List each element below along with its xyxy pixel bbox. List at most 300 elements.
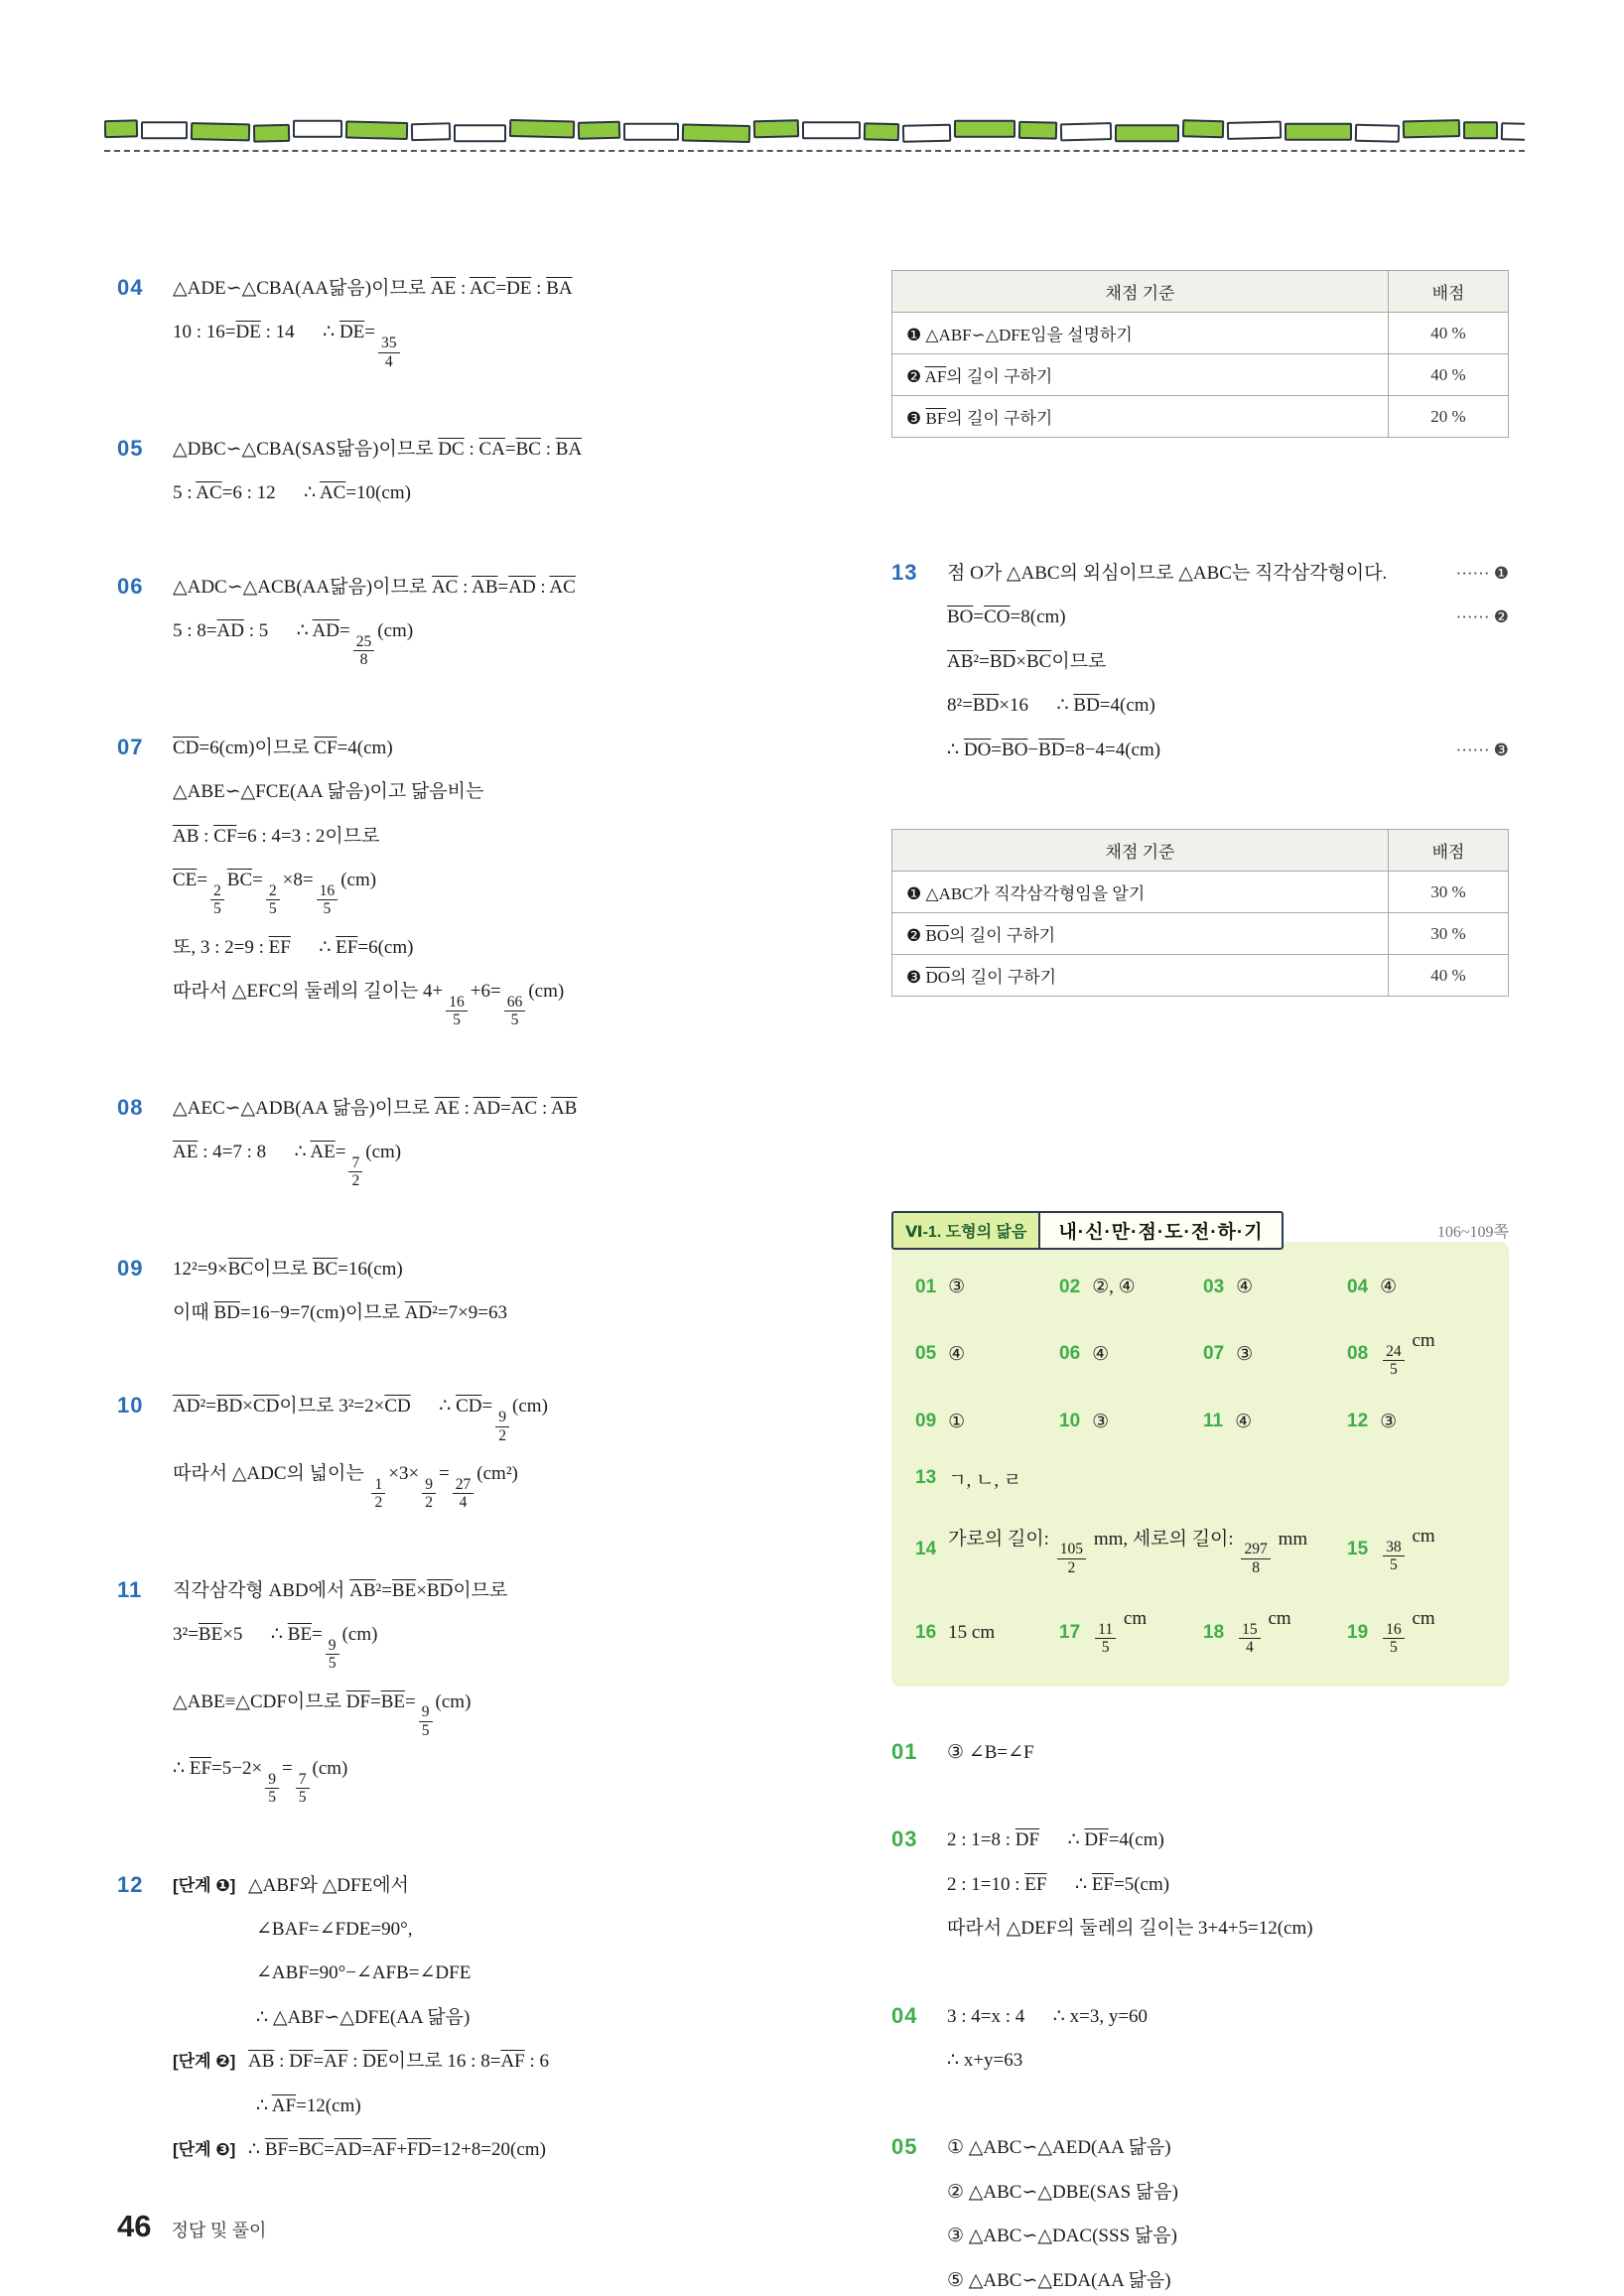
solution-text: ∠BAF=∠FDE=90°, bbox=[256, 1919, 413, 1940]
solution-line bbox=[947, 559, 1509, 588]
score-cell: 40 % bbox=[1389, 313, 1509, 354]
problem-number: 04 bbox=[117, 275, 144, 300]
answer-item-09 bbox=[915, 1411, 1053, 1433]
banner-blocks bbox=[104, 117, 1525, 145]
segment-overline: $\overline{AD}$ bbox=[473, 1097, 501, 1119]
segment-overline: $\overline{BE}$ bbox=[380, 1690, 406, 1712]
solution-text: △ABF와 △DFE에서 bbox=[248, 1874, 409, 1896]
segment-overline: $\overline{AB}$ bbox=[248, 2051, 275, 2073]
answer-item-07 bbox=[1203, 1330, 1341, 1379]
solution-text: 5 : $8=\overline{AD}$ : 5 ∴ $\overline{AD}=$ $\frac{25}{8}$ (cm) bbox=[173, 620, 414, 669]
solution-text: ② △ABC∽△DBE(SAS 닮음) bbox=[947, 2181, 1178, 2203]
fraction: $\frac{2}{5}$ bbox=[210, 882, 224, 918]
segment-overline: $\overline{AB}$ bbox=[550, 1097, 578, 1119]
segment-overline: $\overline{AB}$ bbox=[173, 825, 200, 847]
segment-overline: $\overline{AF}$ bbox=[324, 2051, 348, 2073]
solution-line bbox=[173, 1298, 784, 1327]
segment-overline: $\overline{CE}$ bbox=[173, 870, 198, 891]
banner-block bbox=[345, 120, 408, 140]
fraction: $\frac{16}{5}$ bbox=[446, 994, 468, 1029]
segment-overline: $\overline{DE}$ bbox=[235, 322, 261, 343]
solution-line bbox=[947, 2046, 1509, 2075]
segment-overline: $\overline{BE}$ bbox=[287, 1623, 313, 1645]
problem-06 bbox=[117, 573, 784, 684]
segment-overline: $\overline{AB}$ bbox=[349, 1579, 376, 1601]
solution-line bbox=[173, 2003, 784, 2032]
problem-number: 09 bbox=[117, 1255, 144, 1281]
banner-block bbox=[682, 123, 750, 143]
segment-overline: $\overline{CF}$ bbox=[213, 825, 237, 847]
answer-value: ③ bbox=[1092, 1411, 1110, 1432]
banner-block bbox=[864, 122, 899, 141]
solution-line bbox=[173, 274, 784, 303]
problem-13 bbox=[891, 559, 1509, 779]
score-cell: 20 % bbox=[1389, 396, 1509, 438]
problem-05 bbox=[891, 2133, 1509, 2296]
answer-value: $\frac{15}{4}$ cm bbox=[1236, 1608, 1291, 1657]
answer-number: 08 bbox=[1347, 1343, 1369, 1365]
criteria-header: 채점 기준 bbox=[892, 271, 1389, 313]
fraction: $\frac{11}{5}$ bbox=[1095, 1621, 1116, 1657]
segment-overline: $\overline{AD}$ bbox=[404, 1302, 433, 1324]
solution-text: ③ △ABC∽△DAC(SSS 닮음) bbox=[947, 2226, 1177, 2247]
problem-solution bbox=[173, 435, 784, 523]
solution-line bbox=[947, 691, 1509, 720]
solution-text: ∴ x+y=63 bbox=[947, 2049, 1023, 2071]
problem-07 bbox=[117, 734, 784, 1044]
solution-line bbox=[173, 478, 784, 507]
answer-item-17 bbox=[1059, 1608, 1197, 1657]
grading-row bbox=[892, 872, 1509, 913]
segment-overline: $\overline{BO}$ bbox=[947, 607, 974, 628]
banner-block bbox=[623, 123, 679, 141]
banner-block bbox=[1060, 122, 1112, 141]
banner-block bbox=[802, 121, 861, 139]
segment-overline: $\overline{AC}$ bbox=[431, 576, 459, 598]
solution-line bbox=[947, 736, 1509, 764]
banner-block bbox=[1115, 124, 1179, 142]
solution-line bbox=[947, 1825, 1509, 1854]
segment-overline: $\overline{AD}$ bbox=[334, 2139, 362, 2161]
problem-01 bbox=[891, 1738, 1509, 1782]
segment-overline: $\overline{AF}$ bbox=[924, 367, 947, 386]
answer-number: 11 bbox=[1203, 1411, 1224, 1432]
solution-text: ∠ABF=90°−∠AFB=∠DFE bbox=[256, 1962, 472, 1984]
solution-text: 이때 $\overline{BD}=16-9=7(cm)$이므로 $\overline{AD}^2=7\times 9=63$ bbox=[173, 1302, 507, 1324]
segment-overline: $\overline{AF}$ bbox=[500, 2051, 525, 2073]
answer-number: 02 bbox=[1059, 1276, 1081, 1297]
fraction: $\frac{66}{5}$ bbox=[504, 994, 526, 1029]
segment-overline: $\overline{AC}$ bbox=[549, 576, 576, 598]
solution-text: $\overline{AB}$ : $\overline{CF}=6$ : 4=3 : 2이므로 bbox=[173, 825, 380, 847]
green-problem-list bbox=[891, 1738, 1509, 2296]
problem-solution bbox=[947, 559, 1509, 779]
criteria-cell: ❷ $\overline{BO}$의 길이 구하기 bbox=[892, 913, 1389, 955]
solution-line bbox=[947, 1914, 1509, 1943]
banner-block bbox=[578, 121, 620, 140]
problem-solution bbox=[173, 1255, 784, 1343]
segment-overline: $\overline{DF}$ bbox=[1084, 1829, 1109, 1851]
solution-text: ∴ △ABF∽△DFE(AA 닮음) bbox=[256, 2006, 471, 2028]
solution-text: $\overline{BO}=\overline{CO}=8(cm)$ bbox=[947, 607, 1066, 628]
step-marker: ······ ❶ bbox=[1455, 564, 1509, 583]
segment-overline: $\overline{BF}$ bbox=[925, 409, 947, 428]
grading-row bbox=[892, 913, 1509, 955]
answer-item-12 bbox=[1347, 1411, 1485, 1433]
answer-value: ②, ④ bbox=[1092, 1277, 1136, 1298]
answer-key-header bbox=[891, 1211, 1509, 1250]
segment-overline: $\overline{DO}$ bbox=[963, 739, 992, 760]
solution-text: 또, 3 : 2=9 : $\overline{EF}$ ∴ $\overline{EF}=6(cm)$ bbox=[173, 936, 414, 958]
segment-overline: $\overline{EF}$ bbox=[1024, 1873, 1047, 1895]
answer-number: 05 bbox=[915, 1343, 937, 1365]
segment-overline: $\overline{AB}$ bbox=[947, 650, 974, 672]
fraction: $\frac{9}{5}$ bbox=[265, 1771, 279, 1807]
solution-text: 직각삼각형 ABD에서 $\overline{AB}^2=\overline{BE}\times\overline{BD}$이므로 bbox=[173, 1579, 508, 1601]
segment-overline: $\overline{AF}$ bbox=[372, 2139, 397, 2161]
fraction: $\frac{38}{5}$ bbox=[1383, 1539, 1405, 1574]
answer-number: 17 bbox=[1059, 1621, 1081, 1643]
solution-line bbox=[173, 1688, 784, 1740]
solution-text: 따라서 △EFC의 둘레의 길이는 4+ $\frac{16}{5}$ +6= $\frac{66}{5}$ (cm) bbox=[173, 981, 565, 1029]
solution-text: $\overline{AE}$ : 4=7 : 8 ∴ $\overline{AE}=$ $\frac{7}{2}$ (cm) bbox=[173, 1142, 402, 1190]
answer-key-panel bbox=[891, 1242, 1509, 1687]
solution-line bbox=[947, 2178, 1509, 2207]
fraction: $\frac{15}{4}$ bbox=[1239, 1621, 1261, 1657]
segment-overline: $\overline{BE}$ bbox=[391, 1579, 417, 1601]
fraction: $\frac{105}{2}$ bbox=[1057, 1541, 1086, 1576]
banner-block bbox=[1355, 124, 1400, 143]
solution-line bbox=[173, 977, 784, 1029]
segment-overline: $\overline{CF}$ bbox=[314, 737, 338, 758]
segment-overline: $\overline{BD}$ bbox=[215, 1396, 243, 1418]
fraction: $\frac{9}{5}$ bbox=[419, 1703, 433, 1739]
fraction: $\frac{16}{5}$ bbox=[1383, 1621, 1405, 1657]
banner-block bbox=[293, 120, 342, 138]
page-reference: 106~109쪽 bbox=[1436, 1224, 1509, 1242]
banner-block bbox=[1018, 121, 1057, 140]
banner-block bbox=[1501, 122, 1525, 141]
problem-12 bbox=[117, 1871, 784, 2180]
solution-line bbox=[173, 866, 784, 918]
fraction: $\frac{7}{5}$ bbox=[296, 1771, 310, 1807]
segment-overline: $\overline{AD}$ bbox=[312, 620, 339, 642]
answer-item-15 bbox=[1347, 1524, 1485, 1577]
solution-line bbox=[947, 603, 1509, 631]
problem-solution bbox=[947, 1825, 1509, 1958]
answer-value: ④ bbox=[1092, 1343, 1110, 1365]
answer-value: $\frac{38}{5}$ cm bbox=[1380, 1526, 1435, 1574]
answer-number: 12 bbox=[1347, 1411, 1369, 1432]
solution-text: ∴ $\overline{AF}=12(cm)$ bbox=[256, 2094, 361, 2116]
problem-number: 03 bbox=[891, 1826, 918, 1852]
problem-number: 05 bbox=[117, 435, 144, 461]
problem-08 bbox=[117, 1094, 784, 1205]
problem-11 bbox=[117, 1576, 784, 1822]
solution-line bbox=[173, 933, 784, 962]
answer-key-header-frame bbox=[891, 1211, 1284, 1250]
solution-line bbox=[947, 647, 1509, 676]
solution-line bbox=[173, 1459, 784, 1512]
banner-dashed-line bbox=[104, 150, 1525, 152]
answer-number: 19 bbox=[1347, 1621, 1369, 1643]
solution-text: 3 : 4=x : 4 ∴ x=3, y=60 bbox=[947, 2005, 1149, 2027]
solution-text: $8^2=\overline{BD}\times 16$ ∴ $\overline{BD}=4(cm)$ bbox=[947, 695, 1155, 717]
banner-block bbox=[454, 124, 506, 142]
segment-overline: $\overline{BD}$ bbox=[1038, 739, 1065, 760]
problem-solution bbox=[173, 734, 784, 1044]
answer-number: 06 bbox=[1059, 1343, 1081, 1365]
segment-overline: $\overline{BC}$ bbox=[226, 870, 253, 891]
segment-overline: $\overline{BA}$ bbox=[555, 438, 583, 460]
solution-line bbox=[173, 2135, 784, 2164]
fraction: $\frac{35}{4}$ bbox=[378, 335, 400, 370]
segment-overline: $\overline{FD}$ bbox=[407, 2139, 432, 2161]
answer-number: 15 bbox=[1347, 1539, 1369, 1560]
answer-item-01 bbox=[915, 1276, 1053, 1298]
answer-item-03 bbox=[1203, 1276, 1341, 1298]
segment-overline: $\overline{BA}$ bbox=[546, 278, 573, 299]
right-column bbox=[891, 270, 1509, 2296]
segment-overline: $\overline{DO}$ bbox=[925, 968, 951, 988]
segment-overline: $\overline{DE}$ bbox=[506, 278, 532, 299]
solution-text: $\overline{AB}^2=\overline{BD}\times\overline{BC}$이므로 bbox=[947, 650, 1107, 672]
problem-04 bbox=[117, 274, 784, 385]
solution-text: 따라서 △DEF의 둘레의 길이는 3+4+5=12(cm) bbox=[947, 1918, 1313, 1940]
segment-overline: $\overline{CD}$ bbox=[384, 1396, 411, 1418]
segment-overline: $\overline{DE}$ bbox=[338, 322, 365, 343]
solution-line bbox=[173, 1094, 784, 1123]
answer-number: 13 bbox=[915, 1467, 937, 1489]
answer-value: $\frac{16}{5}$ cm bbox=[1380, 1608, 1435, 1657]
solution-text: 따라서 △ADC의 넓이는 $\frac{1}{2}$ ×3× $\frac{9}{2}$ = $\frac{27}{4}$ (cm²) bbox=[173, 1463, 518, 1512]
problem-solution bbox=[173, 1094, 784, 1205]
solution-text: △AEC∽△ADB(AA 닮음)이므로 $\overline{AE}$ : $\overline{AD}=\overline{AC}$ : $\overline{AB}$ bbox=[173, 1097, 578, 1119]
score-header: 배점 bbox=[1389, 271, 1509, 313]
solution-text: △ADC∽△ACB(AA닮음)이므로 $\overline{AC}$ : $\overline{AB}=\overline{AD}$ : $\overline{AC}$ bbox=[173, 576, 576, 598]
segment-overline: $\overline{EF}$ bbox=[189, 1758, 212, 1780]
fraction: $\frac{2}{5}$ bbox=[266, 882, 280, 918]
segment-overline: $\overline{BD}$ bbox=[972, 695, 1000, 717]
answer-value: $\frac{24}{5}$ cm bbox=[1380, 1330, 1435, 1379]
segment-overline: $\overline{AC}$ bbox=[469, 278, 496, 299]
fraction: $\frac{7}{2}$ bbox=[348, 1154, 362, 1190]
segment-overline: $\overline{AE}$ bbox=[434, 1097, 460, 1119]
banner-block bbox=[954, 120, 1015, 138]
problem-solution bbox=[947, 2002, 1509, 2091]
left-problem-list bbox=[117, 274, 784, 2180]
criteria-cell: ❶ △ABF∽△DFE임을 설명하기 bbox=[892, 313, 1389, 354]
answer-grid bbox=[915, 1276, 1485, 1657]
solution-text: $12^2=9\times\overline{BC}$이므로 $\overline{BC}=16(cm)$ bbox=[173, 1258, 403, 1280]
grading-row bbox=[892, 313, 1509, 354]
banner-block bbox=[253, 124, 290, 143]
score-header: 배점 bbox=[1389, 830, 1509, 872]
problem-solution bbox=[173, 1871, 784, 2180]
fraction: $\frac{27}{4}$ bbox=[453, 1476, 474, 1512]
answer-value: ④ bbox=[948, 1343, 966, 1365]
problem-number: 10 bbox=[117, 1393, 144, 1418]
criteria-header: 채점 기준 bbox=[892, 830, 1389, 872]
answer-value: ③ bbox=[1236, 1343, 1254, 1365]
banner-block bbox=[1463, 121, 1498, 139]
segment-overline: $\overline{AD}$ bbox=[508, 576, 536, 598]
problem-solution bbox=[947, 2133, 1509, 2296]
solution-text: 2 : 1=10 : $\overline{EF}$ ∴ $\overline{EF}=5(cm)$ bbox=[947, 1873, 1170, 1895]
segment-overline: $\overline{BF}$ bbox=[264, 2139, 289, 2161]
step-tag: [단계 ❶] bbox=[173, 1875, 241, 1895]
segment-overline: $\overline{BO}$ bbox=[925, 926, 950, 946]
solution-text: ③ ∠B=∠F bbox=[947, 1741, 1034, 1763]
segment-overline: $\overline{CD}$ bbox=[253, 1396, 280, 1418]
answer-item-14 bbox=[915, 1524, 1341, 1577]
segment-overline: $\overline{BD}$ bbox=[989, 650, 1016, 672]
segment-overline: $\overline{BE}$ bbox=[198, 1623, 223, 1645]
solution-text: △ADE∽△CBA(AA닮음)이므로 $\overline{AE}$ : $\overline{AC}=\overline{DE}$ : $\overline{BA}$ bbox=[173, 278, 573, 299]
problem-number: 06 bbox=[117, 573, 144, 599]
criteria-cell: ❷ $\overline{AF}$의 길이 구하기 bbox=[892, 354, 1389, 396]
solution-line bbox=[173, 435, 784, 464]
segment-overline: $\overline{BO}$ bbox=[1002, 739, 1028, 760]
problem-number: 07 bbox=[117, 734, 144, 759]
answer-item-10 bbox=[1059, 1411, 1197, 1433]
answer-item-06 bbox=[1059, 1330, 1197, 1379]
banner-block bbox=[141, 121, 188, 139]
fraction: $\frac{297}{8}$ bbox=[1241, 1541, 1270, 1576]
problem-solution bbox=[173, 573, 784, 684]
banner-block bbox=[509, 119, 575, 139]
solution-line bbox=[173, 616, 784, 669]
problem-number: 12 bbox=[117, 1871, 144, 1897]
problem-solution bbox=[173, 1576, 784, 1822]
answer-item-11 bbox=[1203, 1411, 1341, 1433]
solution-line bbox=[173, 734, 784, 762]
segment-overline: $\overline{DE}$ bbox=[362, 2051, 388, 2073]
answer-value: $\frac{11}{5}$ cm bbox=[1092, 1608, 1147, 1657]
criteria-cell: ❶ △ABC가 직각삼각형임을 알기 bbox=[892, 872, 1389, 913]
criteria-cell: ❸ $\overline{BF}$의 길이 구하기 bbox=[892, 396, 1389, 438]
problem-solution bbox=[173, 1392, 784, 1526]
solution-line bbox=[173, 1915, 784, 1944]
answer-item-19 bbox=[1347, 1608, 1485, 1657]
answer-value: ④ bbox=[1380, 1277, 1398, 1298]
problem-number: 13 bbox=[891, 560, 918, 585]
segment-overline: $\overline{AC}$ bbox=[510, 1097, 538, 1119]
problem-03 bbox=[891, 1825, 1509, 1958]
footer-label: 정답 및 풀이 bbox=[171, 2221, 267, 2240]
solution-text: $3^2=\overline{BE}\times 5$ ∴ $\overline{BE}=$ $\frac{9}{5}$ (cm) bbox=[173, 1623, 378, 1673]
solution-text: △ABE∽△FCE(AA 닮음)이고 닮음비는 bbox=[173, 781, 484, 803]
fraction: $\frac{16}{5}$ bbox=[317, 882, 338, 918]
segment-overline: $\overline{BD}$ bbox=[426, 1579, 454, 1601]
solution-line bbox=[173, 1138, 784, 1190]
solution-line bbox=[173, 1871, 784, 1900]
score-cell: 40 % bbox=[1389, 354, 1509, 396]
problem-number: 01 bbox=[891, 1738, 918, 1764]
solution-text: ∴ $\overline{DO}=\overline{BO}-\overline{BD}=8-4=4(cm)$ bbox=[947, 739, 1161, 760]
solution-text: ∴ $\overline{EF}=5-2\times$ $\frac{9}{5}$ = $\frac{7}{5}$ (cm) bbox=[173, 1758, 348, 1807]
score-cell: 40 % bbox=[1389, 955, 1509, 997]
solution-text: $\overline{CD}=6(cm)$이므로 $\overline{CF}=4(cm)$ bbox=[173, 737, 393, 758]
answer-item-02 bbox=[1059, 1276, 1197, 1298]
banner-block bbox=[104, 119, 138, 138]
solution-line bbox=[947, 2266, 1509, 2295]
problem-04 bbox=[891, 2002, 1509, 2091]
answer-value: ④ bbox=[1236, 1277, 1254, 1298]
solution-text: $\overline{AB}$ : $\overline{DF}=\overline{AF}$ : $\overline{DE}$이므로 16 : $8=\overline{AF}$ : 6 bbox=[248, 2051, 550, 2073]
solution-line bbox=[173, 1958, 784, 1987]
fraction: $\frac{9}{5}$ bbox=[326, 1637, 339, 1673]
fraction: $\frac{1}{2}$ bbox=[371, 1476, 385, 1512]
answer-value: ① bbox=[948, 1411, 966, 1432]
score-cell: 30 % bbox=[1389, 913, 1509, 955]
solution-line bbox=[173, 2092, 784, 2120]
segment-overline: $\overline{BD}$ bbox=[213, 1302, 240, 1324]
solution-line bbox=[947, 2222, 1509, 2250]
grading-row bbox=[892, 955, 1509, 997]
fraction: $\frac{9}{2}$ bbox=[495, 1409, 509, 1444]
step-tag: [단계 ❷] bbox=[173, 2052, 241, 2072]
answer-number: 16 bbox=[915, 1621, 937, 1643]
answer-value: ③ bbox=[1380, 1411, 1398, 1432]
solution-text: △ABE≡△CDF이므로 $\overline{DF}=\overline{BE}=$ $\frac{9}{5}$ (cm) bbox=[173, 1690, 472, 1739]
segment-overline: $\overline{AD}$ bbox=[216, 620, 244, 642]
answer-number: 18 bbox=[1203, 1621, 1225, 1643]
solution-line bbox=[947, 2002, 1509, 2031]
banner-block bbox=[1403, 119, 1460, 138]
segment-overline: $\overline{AE}$ bbox=[430, 278, 457, 299]
segment-overline: $\overline{AC}$ bbox=[319, 482, 346, 504]
answer-number: 07 bbox=[1203, 1343, 1225, 1365]
answer-item-16 bbox=[915, 1608, 1053, 1657]
grading-table-2 bbox=[891, 829, 1509, 997]
segment-overline: $\overline{AE}$ bbox=[173, 1142, 199, 1163]
segment-overline: $\overline{CD}$ bbox=[456, 1396, 482, 1418]
segment-overline: $\overline{CD}$ bbox=[173, 737, 200, 758]
banner-block bbox=[1285, 123, 1352, 141]
answer-item-05 bbox=[915, 1330, 1053, 1379]
fraction: $\frac{24}{5}$ bbox=[1383, 1343, 1405, 1379]
decorative-banner bbox=[104, 117, 1525, 152]
problem-number: 04 bbox=[891, 2002, 918, 2028]
answer-value: ④ bbox=[1235, 1411, 1253, 1432]
segment-overline: $\overline{CO}$ bbox=[984, 607, 1011, 628]
answer-number: 04 bbox=[1347, 1276, 1369, 1297]
solution-text: $\overline{AD}^2=\overline{BD}\times\overline{CD}$이므로 $3^2=2\times\overline{CD}$ ∴ $\overline{CD}=$ $\frac{9}{2}$ (cm) bbox=[173, 1396, 548, 1444]
grading-row bbox=[892, 396, 1509, 438]
problem-solution bbox=[947, 1738, 1509, 1782]
banner-block bbox=[411, 122, 451, 141]
segment-overline: $\overline{DF}$ bbox=[1015, 1829, 1040, 1851]
problem-solution bbox=[173, 274, 784, 385]
answer-number: 09 bbox=[915, 1411, 937, 1432]
answer-key-title: 내·신·만·점·도·전·하·기 bbox=[1058, 1222, 1264, 1244]
segment-overline: $\overline{BC}$ bbox=[227, 1258, 253, 1280]
segment-overline: $\overline{AE}$ bbox=[310, 1142, 336, 1163]
problem-number: 05 bbox=[891, 2134, 918, 2160]
segment-overline: $\overline{DF}$ bbox=[289, 2051, 314, 2073]
solution-line bbox=[947, 1738, 1509, 1767]
segment-overline: $\overline{EF}$ bbox=[1091, 1873, 1114, 1895]
answer-key-box bbox=[891, 1211, 1509, 1687]
solution-text: △DBC∽△CBA(SAS닮음)이므로 $\overline{DC}$ : $\overline{CA}=\overline{BC}$ : $\overline{BA}$ bbox=[173, 438, 583, 460]
banner-block bbox=[1182, 119, 1224, 138]
solution-line bbox=[173, 2047, 784, 2076]
segment-overline: $\overline{EF}$ bbox=[336, 936, 358, 958]
solution-line bbox=[947, 1870, 1509, 1899]
problem-10 bbox=[117, 1392, 784, 1526]
banner-block bbox=[753, 119, 799, 138]
